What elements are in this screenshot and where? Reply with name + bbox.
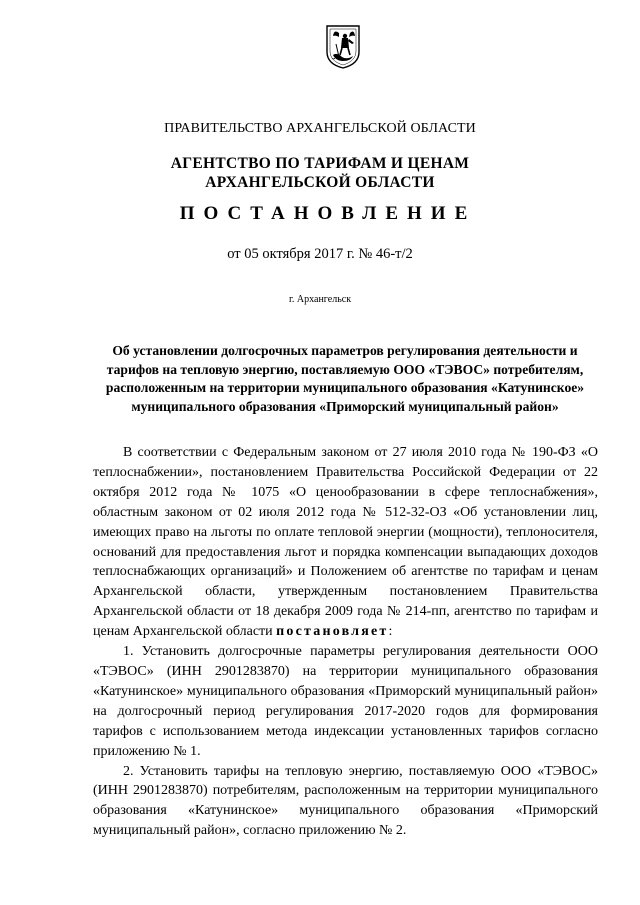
item-1-paragraph: 1. Установить долгосрочные параметры регулирования деятельности ООО «ТЭВОС» (ИНН 2901283870) на территории муниципального образования «Катунинское» муниципального образования «Приморский муниципальный район» на долгосрочный период регулирования 2017-2020 годов для формирования тарифов с использованием метода индексации установленных тарифов согласно приложению № 1.	[93, 644, 598, 759]
item-2-paragraph: 2. Установить тарифы на тепловую энергию, поставляемую ООО «ТЭВОС» (ИНН 2901283870) потребителям, расположенным на территории муниципального образования «Катунинское» муниципального образования «Приморский муниципальный район», согласно приложению № 2.	[93, 763, 598, 839]
agency-name	[0, 154, 640, 192]
document-body	[93, 443, 598, 841]
agency-name-line-2: АРХАНГЕЛЬСКОЙ ОБЛАСТИ	[205, 174, 435, 191]
resolves-word: постановляет	[276, 624, 389, 640]
document-title: Об установлении долгосрочных параметров регулирования деятельности и тарифов на тепловую энергию, поставляемую ООО «ТЭВОС» потребителям, расположенным на территории муниципального образования «Катунинское» муниципального образования «Приморский муниципальный район»	[105, 343, 585, 414]
government-name: ПРАВИТЕЛЬСТВО АРХАНГЕЛЬСКОЙ ОБЛАСТИ	[164, 121, 476, 136]
preamble-text: В соответствии с Федеральным законом от 27 июля 2010 года № 190-ФЗ «О теплоснабжении», постановлением Правительства Российской Федерации от 22 октября 2012 года № 1075 «О ценообразовании в сфере теплоснабжения», областным законом от 02 июля 2012 года № 512-32-ОЗ «Об установлении лиц, имеющих право на льготы по оплате тепловой энергии (мощности), теплоносителя, оснований для предоставления льгот и порядка компенсации выпадающих доходов теплоснабжающих организаций» и Положением об агентстве по тарифам и ценам Архангельской области, утвержденным постановлением Правительства Архангельской области от 18 декабря 2009 года № 214-пп, агентство по тарифам и ценам Архангельской области	[93, 445, 598, 640]
coat-of-arms-icon	[325, 24, 361, 70]
resolves-colon: :	[388, 624, 393, 640]
preamble-paragraph	[93, 443, 598, 642]
agency-name-line-1: АГЕНТСТВО ПО ТАРИФАМ И ЦЕНАМ	[170, 155, 470, 172]
document-date-number: от 05 октября 2017 г. № 46-т/2	[227, 246, 413, 262]
document-type: ПОСТАНОВЛЕНИЕ	[179, 203, 477, 224]
document-city: г. Архангельск	[288, 294, 352, 305]
